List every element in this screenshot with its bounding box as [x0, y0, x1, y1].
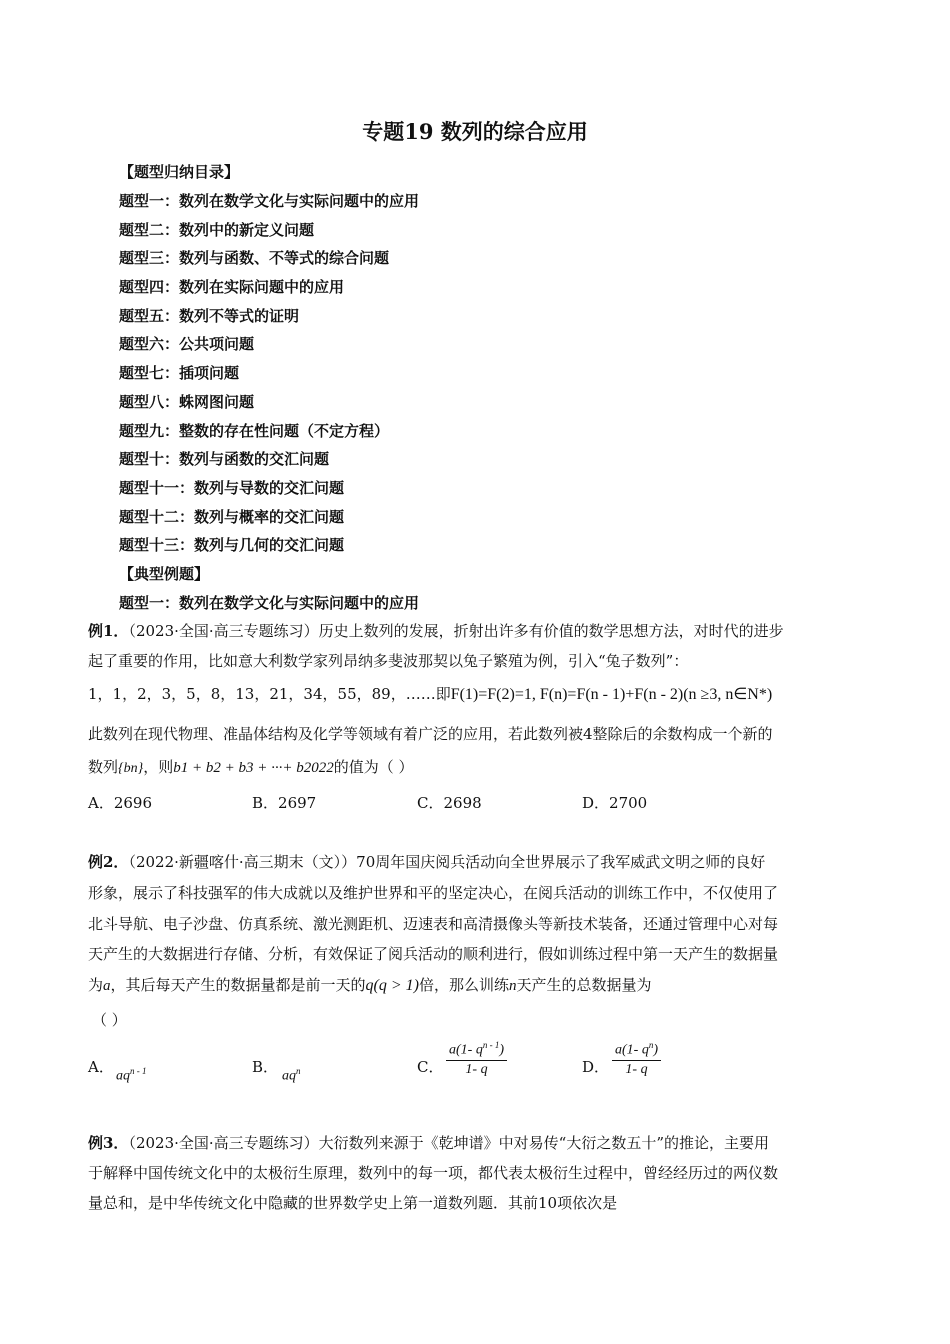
toc-item: 题型四：数列在实际问题中的应用 — [119, 278, 345, 296]
ratio-condition: q(q > 1) — [365, 977, 419, 994]
example-1-line-1: 例1．（2023·全国·高三专题练习）历史上数列的发展，折射出许多有价值的数学思想方法，对时代的进步 — [88, 622, 784, 640]
example-2-label: 例2． — [88, 853, 129, 871]
section-title: 题型一：数列在数学文化与实际问题中的应用 — [119, 594, 420, 612]
choice-b: B．2697 — [252, 794, 317, 812]
example-1-line-5: 数列{bn}，则b1 + b2 + b3 + ···+ b2022的值为（ ） — [88, 758, 414, 776]
example-2-line-5: 为a，其后每天产生的数据量都是前一天的q(q > 1)倍，那么训练n天产生的总数据量为 — [88, 976, 652, 994]
choice-d-fraction: $\frac{a(1- q^n)}{1- q}$ — [612, 1040, 661, 1078]
toc-item: 题型七：插项问题 — [119, 364, 240, 382]
choice-a: A． — [88, 1058, 114, 1076]
sequence-bn: {bn} — [118, 761, 144, 776]
toc-item: 题型十：数列与函数的交汇问题 — [119, 450, 330, 468]
choice-c: C．2698 — [417, 794, 482, 812]
toc-header: 【题型归纳目录】 — [119, 163, 240, 181]
choice-c: C． — [417, 1058, 444, 1076]
toc-item: 题型二：数列中的新定义问题 — [119, 221, 315, 239]
toc-item: 题型三：数列与函数、不等式的综合问题 — [119, 249, 390, 267]
example-3-line-3: 量总和，是中华传统文化中隐藏的世界数学史上第一道数列题．其前10项依次是 — [88, 1194, 618, 1212]
example-3-line-2: 于解释中国传统文化中的太极衍生原理，数列中的每一项，都代表太极衍生过程中，曾经经历过的两仪数 — [88, 1164, 779, 1182]
toc-item: 题型五：数列不等式的证明 — [119, 307, 300, 325]
toc-item: 题型九：整数的存在性问题（不定方程） — [119, 422, 390, 440]
toc-item: 题型十一：数列与导数的交汇问题 — [119, 479, 345, 497]
choice-a: A．2696 — [88, 794, 153, 812]
page-title: 专题19 数列的综合应用 — [362, 119, 588, 144]
example-3-line-1: 例3．（2023·全国·高三专题练习）大衍数列来源于《乾坤谱》中对易传“大衍之数五十”的推论，主要用 — [88, 1134, 769, 1152]
choice-c-fraction: $\frac{a(1- q^{n - 1})}{1- q}$ — [446, 1040, 507, 1078]
toc-item: 题型十二：数列与概率的交汇问题 — [119, 508, 345, 526]
toc-item: 题型十三：数列与几何的交汇问题 — [119, 536, 345, 554]
examples-header: 【典型例题】 — [119, 565, 210, 583]
choice-d: D． — [582, 1058, 610, 1076]
toc-item: 题型八：蛛网图问题 — [119, 393, 255, 411]
example-1-label: 例1． — [88, 622, 129, 640]
example-2-line-1: 例2．（2022·新疆喀什·高三期末（文））70周年国庆阅兵活动向全世界展示了我军威武文明之师的良好 — [88, 853, 766, 871]
choice-d: D．2700 — [582, 794, 648, 812]
example-2-line-3: 北斗导航、电子沙盘、仿真系统、激光测距机、迈速表和高清摄像头等新技术装备，还通过管理中心对每 — [88, 915, 779, 933]
choice-a-expression: $aq^{n - 1}$ — [116, 1066, 147, 1084]
choice-b: B． — [252, 1058, 279, 1076]
example-3-label: 例3． — [88, 1134, 129, 1152]
fibonacci-formula: F(1)=F(2)=1, F(n)=F(n - 1)+F(n - 2)(n ≥3, n∈N*) — [450, 686, 773, 703]
example-2-line-4: 天产生的大数据进行存储、分析，有效保证了阅兵活动的顺利进行，假如训练过程中第一天产生的数据量 — [88, 945, 779, 963]
toc-item: 题型六：公共项问题 — [119, 335, 255, 353]
answer-paren: （ ） — [92, 1011, 127, 1029]
choice-b-expression: $aq^n$ — [282, 1066, 301, 1084]
example-1-line-4: 此数列在现代物理、准晶体结构及化学等领域有着广泛的应用，若此数列被4整除后的余数构成一个新的 — [88, 725, 773, 743]
example-2-line-2: 形象，展示了科技强军的伟大成就以及维护世界和平的坚定决心，在阅兵活动的训练工作中，不仅使用了 — [88, 884, 779, 902]
sum-expression: b1 + b2 + b3 + ···+ b2022 — [173, 760, 334, 776]
example-1-line-3: 1，1，2，3，5，8，13，21，34，55，89，……即F(1)=F(2)=1, F(n)=F(n - 1)+F(n - 2)(n ≥3, n∈N*) — [88, 685, 773, 703]
toc-item: 题型一：数列在数学文化与实际问题中的应用 — [119, 192, 420, 210]
example-1-line-2: 起了重要的作用，比如意大利数学家列昂纳多斐波那契以兔子繁殖为例，引入“兔子数列”： — [88, 652, 689, 670]
